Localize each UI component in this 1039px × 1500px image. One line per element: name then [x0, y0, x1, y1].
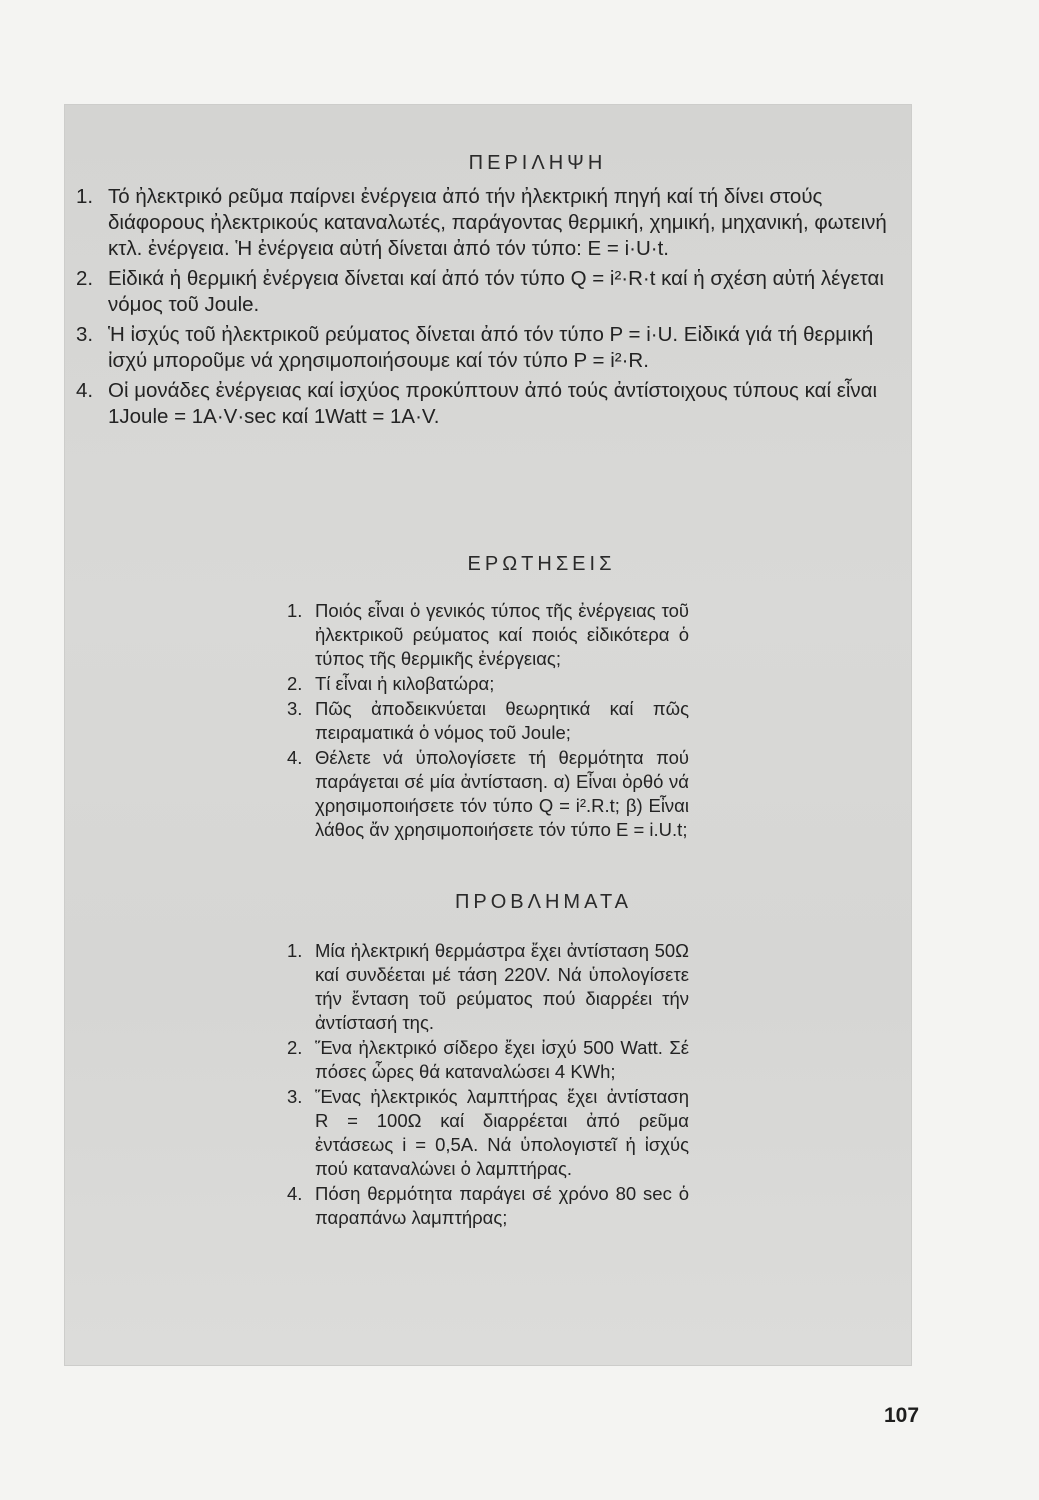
question-item-text: Θέλετε νά ὑπολογίσετε τή θερμότητα πού παράγεται σέ μία ἀντίσταση. α) Εἶναι ὀρθό νά χρησιμοποιήσετε τόν τύπο Q = i².R.t; β) Εἶναι λάθος ἄν χρησιμοποιήσετε τόν τύπο E = i.U.t;	[315, 747, 689, 840]
problem-item-number: 1.	[287, 940, 303, 961]
summary-item-number: 3.	[76, 323, 94, 346]
problems-heading: ΠΡΟΒΛΗΜΑΤΑ	[454, 891, 633, 913]
questions-heading: ΕΡΩΤΗΣΕΙΣ	[467, 553, 616, 575]
problem-item	[287, 1036, 689, 1084]
question-item-text: Ποιός εἶναι ὁ γενικός τύπος τῆς ἐνέργειας τοῦ ἠλεκτρικοῦ ρεύματος καί ποιός εἰδικότερα ὁ τύπος τῆς θερμικῆς ἐνέργειας;	[315, 600, 689, 669]
problem-item-text: Ἕνα ἠλεκτρικό σίδερο ἔχει ἰσχύ 500 Watt. Σέ πόσες ὧρες θά καταναλώσει 4 KWh;	[315, 1037, 689, 1082]
question-item-number: 2.	[287, 673, 303, 694]
question-item	[287, 746, 689, 842]
problem-item	[287, 1085, 689, 1181]
summary-item	[76, 266, 902, 318]
question-item-number: 1.	[287, 600, 303, 621]
question-item-text: Τί εἶναι ἡ κιλοβατώρα;	[315, 673, 495, 694]
problem-item-text: Ἕνας ἠλεκτρικός λαμπτήρας ἔχει ἀντίσταση R = 100Ω καί διαρρέεται ἀπό ρεῦμα ἐντάσεως i = 0,5A. Νά ὑπολογιστεῖ ἡ ἰσχύς πού καταναλώνει ὁ λαμπτήρας.	[315, 1086, 689, 1179]
question-item	[287, 697, 689, 745]
summary-item-number: 1.	[76, 185, 94, 208]
question-item-number: 4.	[287, 747, 303, 768]
summary-item-text: Ἡ ἰσχύς τοῦ ἠλεκτρικοῦ ρεύματος δίνεται ἀπό τόν τύπο P = i·U. Εἰδικά γιά τή θερμική ἰσχύ μποροῦμε νά χρησιμοποιήσουμε καί τόν τύπο P = i²·R.	[108, 323, 874, 372]
summary-item-number: 2.	[76, 267, 94, 290]
problem-item-text: Πόση θερμότητα παράγει σέ χρόνο 80 sec ὁ παραπάνω λαμπτήρας;	[315, 1183, 689, 1228]
problem-item-number: 3.	[287, 1086, 303, 1107]
summary-item-number: 4.	[76, 379, 94, 402]
problems-list	[287, 939, 689, 1231]
summary-item-text: Εἰδικά ἡ θερμική ἐνέργεια δίνεται καί ἀπό τόν τύπο Q = i²·R·t καί ἡ σχέση αὐτή λέγεται νόμος τοῦ Joule.	[108, 267, 884, 316]
question-item-number: 3.	[287, 698, 303, 719]
summary-item	[76, 322, 902, 374]
page-number: 107	[884, 1404, 920, 1427]
question-item-text: Πῶς ἀποδεικνύεται θεωρητικά καί πῶς πειραματικά ὁ νόμος τοῦ Joule;	[315, 698, 689, 743]
summary-item	[76, 184, 902, 262]
summary-item-text: Τό ἠλεκτρικό ρεῦμα παίρνει ἐνέργεια ἀπό τήν ἠλεκτρική πηγή καί τή δίνει στούς διάφορους ἠλεκτρικούς καταναλωτές, παράγοντας θερμική, χημική, μηχανική, φωτεινή κτλ. ἐνέργεια. Ἡ ἐνέργεια αὐτή δίνεται ἀπό τόν τύπο: E = i·U·t.	[108, 185, 887, 260]
summary-list	[76, 184, 902, 434]
problem-item-text: Μία ἠλεκτρική θερμάστρα ἔχει ἀντίσταση 50Ω καί συνδέεται μέ τάση 220V. Νά ὑπολογίσετε τήν ἔνταση τοῦ ρεύματος πού διαρρέει τήν ἀντίστασή της.	[315, 940, 689, 1033]
summary-heading: ΠΕΡΙΛΗΨΗ	[468, 152, 607, 174]
summary-item-text: Οἱ μονάδες ἐνέργειας καί ἰσχύος προκύπτουν ἀπό τούς ἀντίστοιχους τύπους καί εἶναι 1Joule = 1A·V·sec καί 1Watt = 1A·V.	[108, 379, 878, 428]
problem-item	[287, 1182, 689, 1230]
problem-item	[287, 939, 689, 1035]
problem-item-number: 2.	[287, 1037, 303, 1058]
question-item	[287, 672, 689, 696]
questions-list	[287, 599, 689, 843]
summary-item	[76, 378, 902, 430]
problem-item-number: 4.	[287, 1183, 303, 1204]
question-item	[287, 599, 689, 671]
